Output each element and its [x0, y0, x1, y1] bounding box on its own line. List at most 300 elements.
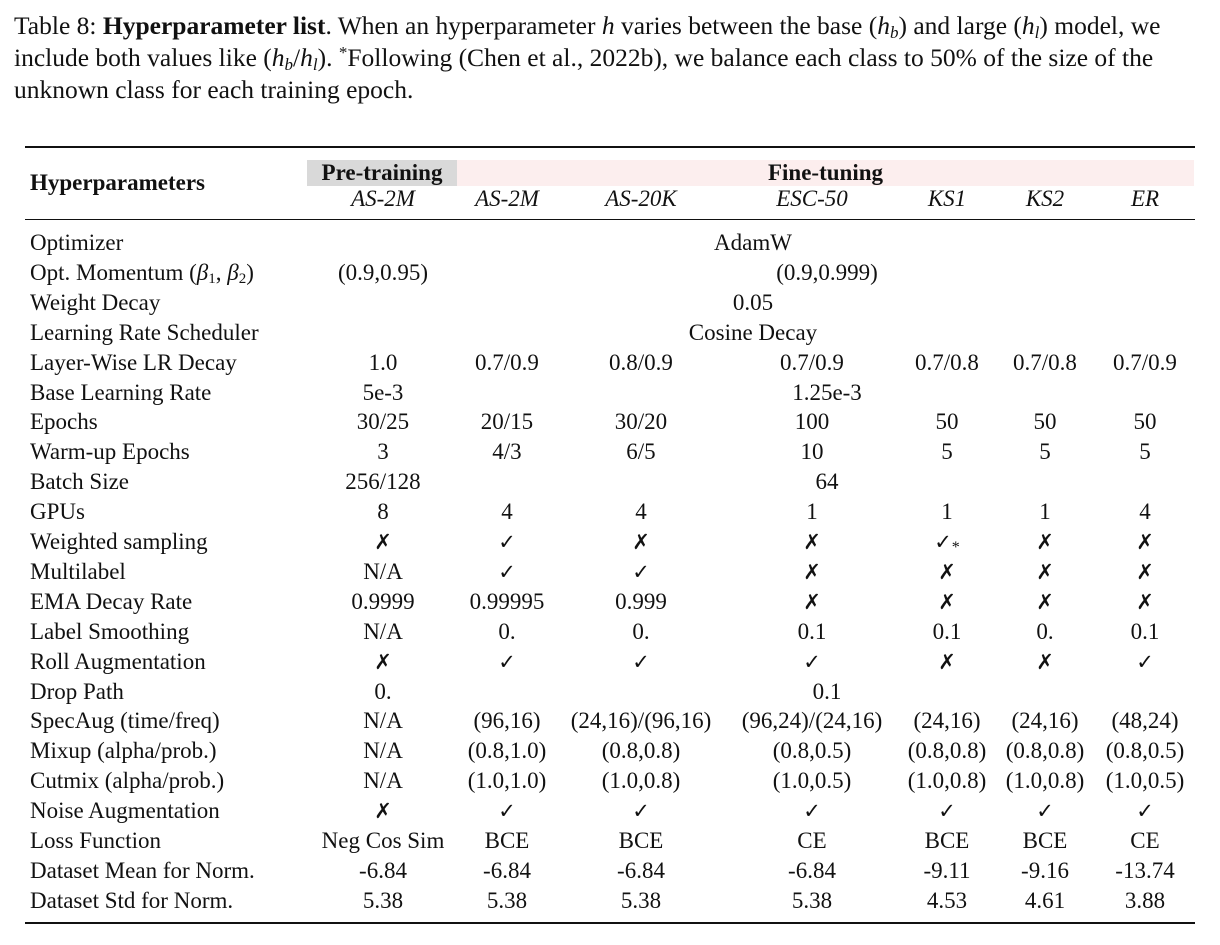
dataset-header: ER: [1130, 186, 1160, 211]
caption-sub: l: [1034, 23, 1040, 42]
table-cell: [310, 617, 456, 647]
table-row: [0, 348, 1220, 378]
cell-value: 0.05: [732, 289, 774, 315]
cell-value: 3.88: [1124, 887, 1166, 913]
row-label: Layer-Wise LR Decay: [30, 349, 237, 375]
row-label: Roll Augmentation: [30, 648, 206, 674]
caption-text: Following (Chen et al., 2022b), we balance each class to 50% of the size of the unknown class for each training epoch.: [14, 43, 1154, 104]
cell-value: N/A: [363, 738, 403, 764]
cell-value: 0.7/0.8: [915, 349, 979, 375]
cell-value: (96,16): [473, 708, 541, 734]
table-row: [0, 677, 1220, 707]
table-cell: [556, 617, 726, 647]
cell-value: 5.38: [791, 887, 833, 913]
table-cell: [310, 467, 456, 497]
cell-value: ✗: [1136, 559, 1154, 584]
cell-value: ✗: [374, 530, 392, 554]
table-cell: [996, 348, 1094, 378]
table-cell: [996, 796, 1094, 826]
cell-value: 4: [501, 499, 513, 525]
table-cell: [310, 288, 1196, 318]
cell-value: ✓: [803, 799, 821, 824]
caption-h: h: [300, 43, 313, 72]
cell-value: ✓: [632, 559, 650, 584]
cell-value: ✓: [934, 530, 952, 554]
cell-value: ✗: [938, 559, 956, 584]
table-cell: [458, 557, 556, 587]
cell-value: (0.8,1.0): [467, 738, 547, 764]
table-cell: [996, 527, 1094, 557]
table-cell: [458, 856, 556, 886]
cell-value: ✗: [803, 589, 821, 614]
table-cell: [1094, 557, 1196, 587]
cell-value: ✓: [803, 649, 821, 674]
table-cell: [310, 736, 456, 766]
cell-value: 1.25e-3: [792, 379, 862, 405]
table-cell: [1094, 647, 1196, 677]
table-cell: [1094, 886, 1196, 916]
cell-value: (1.0,0.5): [772, 768, 852, 794]
cell-value: -6.84: [617, 857, 665, 883]
table-cell: [996, 856, 1094, 886]
cell-value: ✗: [1036, 589, 1054, 614]
cell-value: 6/5: [626, 439, 656, 465]
table-cell: [458, 766, 556, 796]
table-cell: [458, 647, 556, 677]
cell-value: BCE: [924, 828, 970, 853]
cell-value: BCE: [484, 828, 530, 853]
cell-value: (1.0,0.8): [601, 768, 681, 794]
table-cell: [556, 856, 726, 886]
cell-value: 1.0: [368, 349, 398, 375]
table-cell: [996, 886, 1094, 916]
table-row: [0, 557, 1220, 587]
table-cell: [556, 557, 726, 587]
caption-sub: l: [312, 55, 318, 74]
cell-value: 5.38: [486, 887, 528, 913]
table-cell: [310, 796, 456, 826]
table-cell: [898, 617, 996, 647]
table-cell: [726, 407, 898, 437]
caption-text: varies between the base (: [614, 11, 878, 40]
cell-value: ✗: [938, 649, 956, 674]
header-rule: [25, 219, 1195, 220]
table-row: [0, 736, 1220, 766]
table-cell: [310, 348, 456, 378]
caption-text: /: [293, 43, 301, 72]
table-cell: [726, 826, 898, 856]
table-cell: [310, 437, 456, 467]
table-cell: [726, 886, 898, 916]
table-cell: [898, 647, 996, 677]
table-cell: [898, 796, 996, 826]
cell-value: 1: [941, 499, 953, 525]
table-caption: [14, 10, 1208, 106]
cell-value: 50: [1133, 409, 1157, 435]
table-cell: [1094, 766, 1196, 796]
table-cell: [1094, 407, 1196, 437]
cell-value: ✗: [374, 649, 392, 674]
table-cell: [726, 437, 898, 467]
table-cell: [556, 587, 726, 617]
cell-value: 4: [1139, 499, 1151, 525]
table-row: [0, 796, 1220, 826]
cell-value: 256/128: [345, 469, 421, 495]
row-label: SpecAug (time/freq): [30, 708, 220, 734]
cell-value: 0.: [1036, 618, 1054, 644]
table-cell: [458, 617, 556, 647]
table-cell: [458, 378, 1196, 408]
cell-value: AdamW: [714, 230, 792, 255]
table-cell: [898, 706, 996, 736]
dataset-header: AS-2M: [475, 186, 539, 211]
cell-value: ✗: [374, 799, 392, 824]
cell-value: ✓: [498, 530, 516, 554]
cell-value: (24,16): [1011, 708, 1079, 734]
table-cell: [458, 497, 556, 527]
cell-value: ✓: [1136, 649, 1154, 674]
table-cell: [1094, 856, 1196, 886]
table-cell: [458, 677, 1196, 707]
table-cell: [556, 497, 726, 527]
caption-text: ) and large (: [898, 11, 1022, 40]
dataset-header: ESC-50: [776, 186, 848, 211]
table-cell: [1094, 437, 1196, 467]
row-label: Dataset Mean for Norm.: [30, 857, 255, 883]
table-cell: [726, 706, 898, 736]
cell-value: 3: [377, 439, 389, 465]
table-cell: [898, 527, 996, 557]
cell-value: ✓: [632, 799, 650, 824]
table-cell: [996, 617, 1094, 647]
cell-value: N/A: [363, 618, 403, 644]
cell-value: (0.8,0.8): [907, 738, 987, 764]
cell-value: BCE: [618, 828, 664, 853]
table-cell: [458, 258, 1196, 288]
table-cell: [310, 527, 456, 557]
cell-value: 0.: [632, 618, 650, 644]
table-cell: [1094, 736, 1196, 766]
cell-value: -13.74: [1115, 857, 1175, 883]
cell-value: BCE: [1022, 828, 1068, 853]
cell-value: (0.9,0.999): [776, 259, 878, 285]
row-label: GPUs: [30, 499, 85, 525]
table-cell: [556, 706, 726, 736]
cell-value: ✗: [1036, 530, 1054, 554]
cell-value: 50: [935, 409, 959, 435]
table-row: [0, 437, 1220, 467]
table-cell: [310, 886, 456, 916]
pretraining-header: Pre-training: [307, 160, 457, 186]
dataset-header: KS1: [927, 186, 967, 211]
cell-value: 5.38: [620, 887, 662, 913]
cell-value: ✓: [498, 649, 516, 674]
caption-h: h: [1021, 11, 1035, 40]
table-cell: [556, 407, 726, 437]
cell-value: 5: [941, 439, 953, 465]
table-row: [0, 288, 1220, 318]
table-cell: [458, 527, 556, 557]
table-cell: [310, 557, 456, 587]
table-cell: [898, 348, 996, 378]
cell-value: (1.0,1.0): [467, 768, 547, 794]
table-row: [0, 766, 1220, 796]
cell-value: ✓: [1136, 799, 1154, 824]
table-cell: [898, 437, 996, 467]
cell-value: N/A: [363, 708, 403, 734]
table-cell: [726, 587, 898, 617]
table-cell: [898, 886, 996, 916]
table-row: [0, 497, 1220, 527]
table-cell: [458, 587, 556, 617]
cell-value: (24,16)/(96,16): [570, 708, 712, 734]
cell-value: 5: [1039, 439, 1051, 465]
table-cell: [996, 557, 1094, 587]
table-cell: [310, 228, 1196, 258]
table-cell: [458, 467, 1196, 497]
table-cell: [310, 766, 456, 796]
cell-value: 0.99995: [469, 588, 545, 614]
cell-value: ✗: [1036, 559, 1054, 584]
row-label: Weighted sampling: [30, 529, 208, 554]
table-cell: [726, 856, 898, 886]
row-label: Batch Size: [30, 469, 129, 495]
table-row: [0, 587, 1220, 617]
table-cell: [1094, 497, 1196, 527]
table-cell: [1094, 527, 1196, 557]
table-cell: [556, 796, 726, 826]
table-row: [0, 706, 1220, 736]
table-cell: [996, 437, 1094, 467]
table-cell: [556, 886, 726, 916]
table-cell: [1094, 348, 1196, 378]
cell-value: -6.84: [359, 857, 407, 883]
cell-value: (0.9,0.95): [337, 259, 429, 285]
row-label: Epochs: [30, 409, 98, 435]
cell-value: 30/20: [614, 409, 668, 435]
row-label: Dataset Std for Norm.: [30, 887, 234, 913]
table-cell: [726, 527, 898, 557]
hyperparameters-header: Hyperparameters: [30, 170, 205, 195]
dataset-header: AS-2M: [351, 186, 415, 211]
table-cell: [726, 557, 898, 587]
cell-value: 50: [1033, 409, 1057, 435]
cell-value: 0.7/0.9: [780, 349, 844, 375]
cell-value: 0.1: [932, 618, 962, 644]
table-row: [0, 467, 1220, 497]
table-cell: [898, 856, 996, 886]
cell-value: 5.38: [362, 887, 404, 913]
row-label: Mixup (alpha/prob.): [30, 738, 217, 764]
cell-value: 30/25: [356, 409, 410, 435]
cell-value: N/A: [363, 558, 403, 584]
caption-text: ).: [317, 43, 339, 72]
cell-value: (0.8,0.8): [601, 738, 681, 764]
table-cell: [726, 796, 898, 826]
cell-value: (1.0,0.8): [1005, 768, 1085, 794]
cell-value: ✗: [803, 530, 821, 554]
cell-value: 0.: [374, 678, 392, 704]
cell-value: 100: [794, 409, 830, 435]
table-cell: [310, 587, 456, 617]
caption-title: Hyperparameter list: [102, 11, 326, 40]
table-cell: [458, 826, 556, 856]
table-cell: [726, 497, 898, 527]
cell-value: 0.1: [797, 618, 827, 644]
row-label: Opt. Momentum ($\beta_1$, $\beta_2$): [30, 259, 254, 287]
row-label: Noise Augmentation: [30, 798, 220, 824]
table-cell: [310, 318, 1196, 348]
table-row: [0, 617, 1220, 647]
caption-text: . When an hyperparameter: [325, 11, 602, 40]
cell-value: ✗: [803, 559, 821, 584]
cell-value: (96,24)/(24,16): [741, 708, 883, 734]
cell-value: N/A: [363, 768, 403, 794]
table-cell: [1094, 826, 1196, 856]
cell-value: ✗: [1136, 589, 1154, 614]
cell-value: 1: [806, 499, 818, 525]
cell-value: (0.8,0.5): [772, 738, 852, 764]
table-cell: [726, 736, 898, 766]
table-cell: [898, 497, 996, 527]
row-label: Optimizer: [30, 230, 124, 255]
cell-value: CE: [797, 828, 827, 853]
top-rule: [25, 146, 1195, 148]
table-cell: [996, 736, 1094, 766]
cell-value: -9.11: [923, 857, 971, 883]
table-cell: [1094, 706, 1196, 736]
cell-value: 0.9999: [351, 588, 415, 614]
table-cell: [898, 826, 996, 856]
table-cell: [458, 886, 556, 916]
table-row: [0, 318, 1220, 348]
cell-value: ✓: [632, 649, 650, 674]
table-cell: [556, 437, 726, 467]
caption-h: h: [271, 43, 285, 72]
cell-value: ✗: [938, 589, 956, 614]
table-cell: [726, 617, 898, 647]
cell-value: -6.84: [483, 857, 531, 883]
table-row: [0, 856, 1220, 886]
caption-h: h: [601, 11, 615, 40]
cell-value: Neg Cos Sim: [321, 828, 445, 853]
table-row: [0, 527, 1220, 557]
bottom-rule: [25, 922, 1195, 924]
table-cell: [996, 497, 1094, 527]
table-cell: [458, 796, 556, 826]
table-cell: [458, 706, 556, 736]
caption-asterisk: *: [338, 43, 348, 62]
dataset-header: AS-20K: [605, 186, 677, 211]
row-label: Label Smoothing: [30, 618, 190, 644]
table-cell: [310, 407, 456, 437]
footnote-asterisk: *: [951, 539, 960, 556]
row-label: Base Learning Rate: [30, 379, 212, 405]
cell-value: (1.0,0.8): [907, 768, 987, 794]
cell-value: (1.0,0.5): [1105, 768, 1185, 794]
cell-value: 4/3: [492, 439, 522, 465]
table-row: [0, 826, 1220, 856]
cell-value: ✗: [632, 530, 650, 554]
table-cell: [310, 677, 456, 707]
cell-value: ✓: [938, 799, 956, 824]
caption-sub: b: [889, 23, 899, 42]
cell-value: ✗: [1036, 649, 1054, 674]
cell-value: -9.16: [1021, 857, 1069, 883]
table-cell: [458, 437, 556, 467]
table-cell: [310, 647, 456, 677]
cell-value: 0.7/0.9: [1113, 349, 1177, 375]
table-cell: [458, 407, 556, 437]
table-cell: [726, 766, 898, 796]
table-cell: [310, 378, 456, 408]
cell-value: 20/15: [480, 409, 534, 435]
row-label: Multilabel: [30, 558, 126, 584]
caption-table-number: Table 8:: [14, 11, 97, 40]
table-row: [0, 407, 1220, 437]
table-row: [0, 228, 1220, 258]
table-cell: [898, 736, 996, 766]
table-cell: [1094, 617, 1196, 647]
row-label: Loss Function: [30, 828, 161, 853]
row-label: Weight Decay: [30, 289, 161, 315]
cell-value: 0.1: [812, 678, 842, 704]
cell-value: 5: [1139, 439, 1151, 465]
table-cell: [556, 647, 726, 677]
table-cell: [996, 826, 1094, 856]
table-cell: [556, 766, 726, 796]
row-label: Drop Path: [30, 678, 124, 704]
cell-value: 10: [800, 439, 824, 465]
cell-value: CE: [1130, 828, 1160, 853]
cell-value: 0.7/0.8: [1013, 349, 1077, 375]
cell-value: 4.53: [926, 887, 968, 913]
cell-value: 0.7/0.9: [475, 349, 539, 375]
cell-value: 0.: [498, 618, 516, 644]
cell-value: 4.61: [1024, 887, 1066, 913]
cell-value: 1: [1039, 499, 1051, 525]
caption-text: ) model, we include both values like (: [14, 11, 1161, 72]
cell-value: 8: [377, 499, 389, 525]
cell-value: ✗: [1136, 530, 1154, 554]
table-cell: [556, 736, 726, 766]
table-cell: [996, 706, 1094, 736]
cell-value: (24,16): [913, 708, 981, 734]
table-cell: [996, 766, 1094, 796]
cell-value: Cosine Decay: [688, 319, 818, 345]
table-cell: [898, 587, 996, 617]
caption-h: h: [877, 11, 890, 40]
table-row: [0, 647, 1220, 677]
table-cell: [310, 706, 456, 736]
cell-value: ✓: [498, 799, 516, 824]
caption-sub: b: [284, 55, 294, 74]
table-row: [0, 258, 1220, 288]
cell-value: (0.8,0.5): [1105, 738, 1185, 764]
row-label: Warm-up Epochs: [30, 439, 190, 465]
row-label: Cutmix (alpha/prob.): [30, 768, 225, 794]
table-cell: [1094, 587, 1196, 617]
table-cell: [310, 258, 456, 288]
row-label: Learning Rate Scheduler: [30, 319, 259, 345]
table-cell: [726, 348, 898, 378]
table-cell: [996, 407, 1094, 437]
table-cell: [310, 826, 456, 856]
table-cell: [898, 557, 996, 587]
cell-value: 64: [815, 469, 839, 495]
table-cell: [556, 527, 726, 557]
cell-value: ✓: [1036, 799, 1054, 824]
